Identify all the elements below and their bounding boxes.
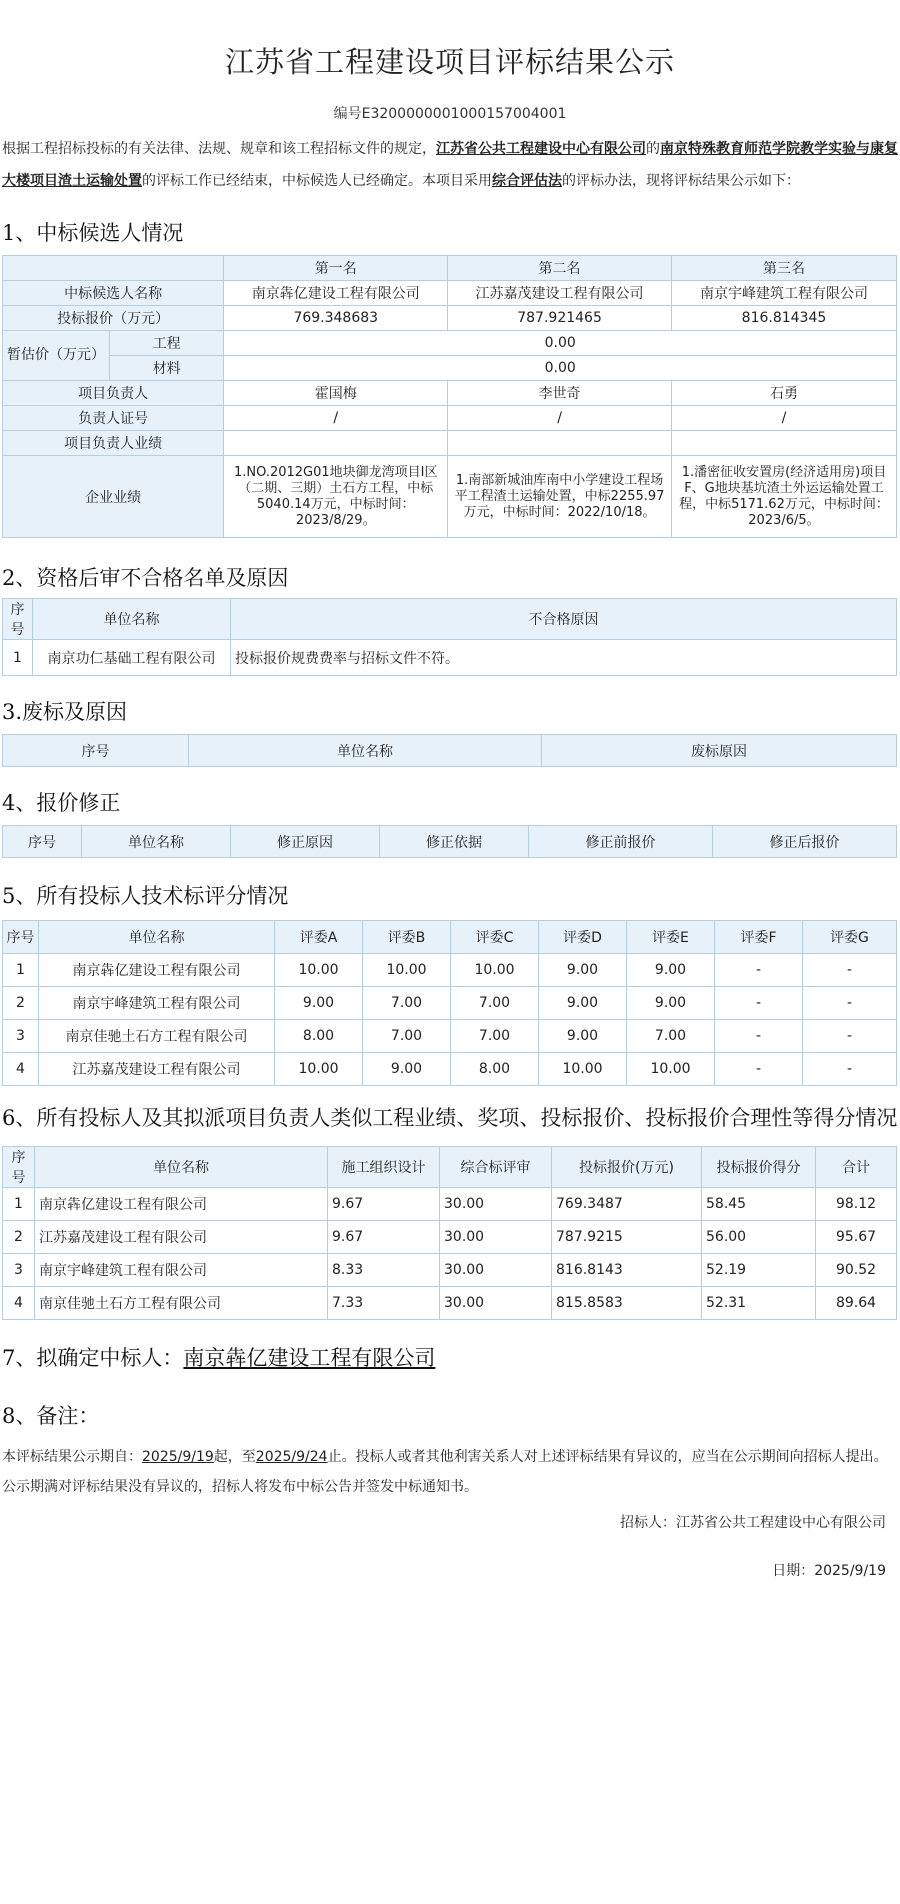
table-cell: 89.64	[816, 1287, 897, 1320]
table-row	[3, 1221, 897, 1254]
row-label-provisional: 暂估价（万元）	[3, 331, 110, 381]
col-header: 序号	[3, 921, 39, 954]
remark-text-2: 起，至	[213, 1449, 256, 1465]
rank-3-header: 第三名	[671, 256, 896, 281]
engineering-value: 0.00	[224, 331, 897, 356]
col-header: 评委E	[627, 921, 715, 954]
table-cell: 98.12	[816, 1188, 897, 1221]
table-cell: 7.00	[451, 1020, 539, 1053]
table-cell: 30.00	[440, 1287, 552, 1320]
table-cell: 10.00	[275, 1053, 363, 1086]
table-cell: -	[715, 987, 803, 1020]
table-row	[3, 1188, 897, 1221]
table-cell: 95.67	[816, 1221, 897, 1254]
table-cell: 10.00	[627, 1053, 715, 1086]
col-header: 单位名称	[82, 826, 231, 858]
row-label-manager-perf: 项目负责人业绩	[3, 431, 224, 456]
table-cell: 30.00	[440, 1221, 552, 1254]
intro-method: 综合评估法	[492, 173, 562, 189]
manager-name: 霍国梅	[224, 381, 448, 406]
col-header: 不合格原因	[231, 599, 897, 640]
table-cell: 南京宇峰建筑工程有限公司	[35, 1254, 328, 1287]
table-cell: 7.00	[451, 987, 539, 1020]
intro-text-4: 的评标办法，现将评标结果公示如下：	[562, 173, 800, 189]
disqualified-table	[2, 598, 897, 676]
section-4-title: 4、报价修正	[2, 791, 121, 815]
table-cell: 9.00	[627, 954, 715, 987]
col-header: 评委G	[803, 921, 897, 954]
table-cell: 9.00	[627, 987, 715, 1020]
intro-text-2: 的	[646, 141, 660, 157]
section-3-title: 3.废标及原因	[2, 700, 128, 724]
table-cell: 8.33	[328, 1254, 440, 1287]
manager-name: 石勇	[671, 381, 896, 406]
price-correction-table	[2, 825, 897, 858]
table-cell: 4	[3, 1287, 35, 1320]
table-cell: 南京佳驰土石方工程有限公司	[35, 1287, 328, 1320]
invalid-bid-table	[2, 734, 897, 767]
table-cell: 江苏嘉茂建设工程有限公司	[35, 1221, 328, 1254]
col-header: 序号	[3, 826, 82, 858]
table-cell: 9.00	[275, 987, 363, 1020]
table-cell: 3	[3, 1254, 35, 1287]
table-cell: 9.00	[363, 1053, 451, 1086]
table-cell: 816.8143	[552, 1254, 702, 1287]
table-cell: -	[715, 954, 803, 987]
table-cell: 10.00	[275, 954, 363, 987]
table-cell: -	[803, 1020, 897, 1053]
col-header: 单位名称	[39, 921, 275, 954]
table-cell: 58.45	[702, 1188, 816, 1221]
manager-cert: /	[671, 406, 896, 431]
col-header: 投标报价(万元)	[552, 1147, 702, 1188]
rank-2-header: 第二名	[448, 256, 672, 281]
table-cell: 9.00	[539, 1020, 627, 1053]
table-cell: 10.00	[539, 1053, 627, 1086]
corp-perf: 1.南部新城油库南中小学建设工程场平工程渣土运输处置，中标2255.97万元，中标时间：2022/10/18。	[448, 456, 672, 538]
table-row	[3, 1020, 897, 1053]
manager-name: 李世奇	[448, 381, 672, 406]
table-cell: 7.33	[328, 1287, 440, 1320]
tech-score-table	[2, 920, 897, 1086]
table-cell: 90.52	[816, 1254, 897, 1287]
score-summary-table	[2, 1146, 897, 1320]
table-cell: -	[803, 1053, 897, 1086]
table-cell: 南京犇亿建设工程有限公司	[39, 954, 275, 987]
table-cell: 10.00	[451, 954, 539, 987]
col-header: 废标原因	[542, 735, 897, 767]
table-cell: 南京功仁基础工程有限公司	[33, 640, 231, 676]
col-header: 单位名称	[189, 735, 542, 767]
col-header: 合计	[816, 1147, 897, 1188]
intro-org: 江苏省公共工程建设中心有限公司	[436, 141, 646, 157]
remark-text-3: 止。投标人或者其他利害关系人对上述评标结果有异议的，应当在公示期间向招标人提出。公示期满对评标结果没有异议的，招标人将发布中标公告并签发中标通知书。	[2, 1449, 888, 1495]
table-row	[3, 954, 897, 987]
candidate-corner	[3, 256, 224, 281]
manager-perf	[448, 431, 672, 456]
candidate-name: 江苏嘉茂建设工程有限公司	[448, 281, 672, 306]
col-header: 评委F	[715, 921, 803, 954]
table-cell: 7.00	[363, 1020, 451, 1053]
table-cell: -	[715, 1020, 803, 1053]
publicity-end-date: 2025/9/24	[255, 1449, 328, 1465]
intro-text-1: 根据工程招标投标的有关法律、法规、规章和该工程招标文件的规定，	[2, 141, 436, 157]
table-cell: -	[803, 954, 897, 987]
table-row	[3, 1254, 897, 1287]
tenderer-signature: 招标人：江苏省公共工程建设中心有限公司	[620, 1515, 886, 1531]
publicity-start-date: 2025/9/19	[142, 1449, 214, 1465]
table-cell: 8.00	[451, 1053, 539, 1086]
manager-perf	[671, 431, 896, 456]
table-cell: 7.00	[363, 987, 451, 1020]
table-cell: -	[803, 987, 897, 1020]
candidate-name: 南京宇峰建筑工程有限公司	[671, 281, 896, 306]
table-cell: 769.3487	[552, 1188, 702, 1221]
table-row	[3, 1287, 897, 1320]
table-cell: 2	[3, 987, 39, 1020]
manager-cert: /	[448, 406, 672, 431]
corp-perf: 1.NO.2012G01地块御龙湾项目I区（二期、三期）土石方工程，中标5040.14万元，中标时间：2023/8/29。	[224, 456, 448, 538]
col-header: 评委A	[275, 921, 363, 954]
remark-paragraph	[2, 1442, 898, 1502]
table-cell: 10.00	[363, 954, 451, 987]
table-cell: 1	[3, 640, 33, 676]
winning-bidder: 南京犇亿建设工程有限公司	[183, 1346, 436, 1370]
table-cell: 江苏嘉茂建设工程有限公司	[39, 1053, 275, 1086]
col-header: 综合标评审	[440, 1147, 552, 1188]
col-header: 施工组织设计	[328, 1147, 440, 1188]
section-7	[2, 1338, 898, 1378]
rank-1-header: 第一名	[224, 256, 448, 281]
table-cell: 9.00	[539, 987, 627, 1020]
col-header: 评委D	[539, 921, 627, 954]
table-cell: 南京犇亿建设工程有限公司	[35, 1188, 328, 1221]
table-cell: 56.00	[702, 1221, 816, 1254]
section-2-title: 2、资格后审不合格名单及原因	[2, 566, 289, 590]
page-title: 江苏省工程建设项目评标结果公示	[224, 45, 675, 79]
table-row	[3, 1053, 897, 1086]
intro-text-3: 的评标工作已经结束，中标候选人已经确定。本项目采用	[142, 173, 492, 189]
table-cell: 8.00	[275, 1020, 363, 1053]
table-cell: 52.31	[702, 1287, 816, 1320]
table-cell: 9.00	[539, 954, 627, 987]
row-label-manager: 项目负责人	[3, 381, 224, 406]
candidate-name: 南京犇亿建设工程有限公司	[224, 281, 448, 306]
row-label-engineering: 工程	[110, 331, 224, 356]
table-cell: 南京佳驰土石方工程有限公司	[39, 1020, 275, 1053]
col-header: 投标报价得分	[702, 1147, 816, 1188]
material-value: 0.00	[224, 356, 897, 381]
row-label-material: 材料	[110, 356, 224, 381]
table-cell: 815.8583	[552, 1287, 702, 1320]
intro-project: 南京特殊教育师范学院教学实验与康复大楼项目渣土运输处置	[2, 141, 898, 189]
table-cell: 2	[3, 1221, 35, 1254]
col-header: 序号	[3, 599, 33, 640]
table-cell: 9.67	[328, 1188, 440, 1221]
col-header: 序号	[3, 735, 189, 767]
section-1-title: 1、中标候选人情况	[2, 221, 184, 245]
document-number: 编号E3200000001000157004001	[333, 106, 567, 122]
col-header: 修正原因	[231, 826, 380, 858]
candidate-table	[2, 255, 897, 538]
remark-text-1: 本评标结果公示期自：	[2, 1449, 142, 1465]
signature-date: 日期：2025/9/19	[772, 1563, 886, 1579]
col-header: 修正依据	[380, 826, 529, 858]
col-header: 序号	[3, 1147, 35, 1188]
table-cell: -	[715, 1053, 803, 1086]
candidate-price: 787.921465	[448, 306, 672, 331]
section-6-title: 6、所有投标人及其拟派项目负责人类似工程业绩、奖项、投标报价、投标报价合理性等得分情况	[2, 1106, 898, 1130]
table-cell: 9.67	[328, 1221, 440, 1254]
col-header: 评委B	[363, 921, 451, 954]
manager-perf	[224, 431, 448, 456]
table-cell: 1	[3, 1188, 35, 1221]
table-cell: 南京宇峰建筑工程有限公司	[39, 987, 275, 1020]
table-cell: 3	[3, 1020, 39, 1053]
table-cell: 7.00	[627, 1020, 715, 1053]
manager-cert: /	[224, 406, 448, 431]
table-cell: 787.9215	[552, 1221, 702, 1254]
section-5-title: 5、所有投标人技术标评分情况	[2, 884, 289, 908]
table-cell: 4	[3, 1053, 39, 1086]
col-header: 修正前报价	[529, 826, 713, 858]
table-cell: 30.00	[440, 1254, 552, 1287]
row-label-cert: 负责人证号	[3, 406, 224, 431]
section-8-title: 8、备注：	[2, 1404, 100, 1428]
candidate-price: 816.814345	[671, 306, 896, 331]
candidate-price: 769.348683	[224, 306, 448, 331]
intro-paragraph	[2, 133, 898, 197]
col-header: 单位名称	[33, 599, 231, 640]
col-header: 单位名称	[35, 1147, 328, 1188]
table-cell: 30.00	[440, 1188, 552, 1221]
col-header: 评委C	[451, 921, 539, 954]
table-cell: 投标报价规费费率与招标文件不符。	[231, 640, 897, 676]
corp-perf: 1.潘密征收安置房(经济适用房)项目F、G地块基坑渣土外运运输处置工程，中标5171.62万元，中标时间：2023/6/5。	[671, 456, 896, 538]
table-cell: 52.19	[702, 1254, 816, 1287]
row-label-name: 中标候选人名称	[3, 281, 224, 306]
row-label-price: 投标报价（万元）	[3, 306, 224, 331]
row-label-corp-perf: 企业业绩	[3, 456, 224, 538]
section-7-title: 7、拟确定中标人：	[2, 1346, 184, 1370]
table-cell: 1	[3, 954, 39, 987]
table-row	[3, 987, 897, 1020]
col-header: 修正后报价	[713, 826, 897, 858]
